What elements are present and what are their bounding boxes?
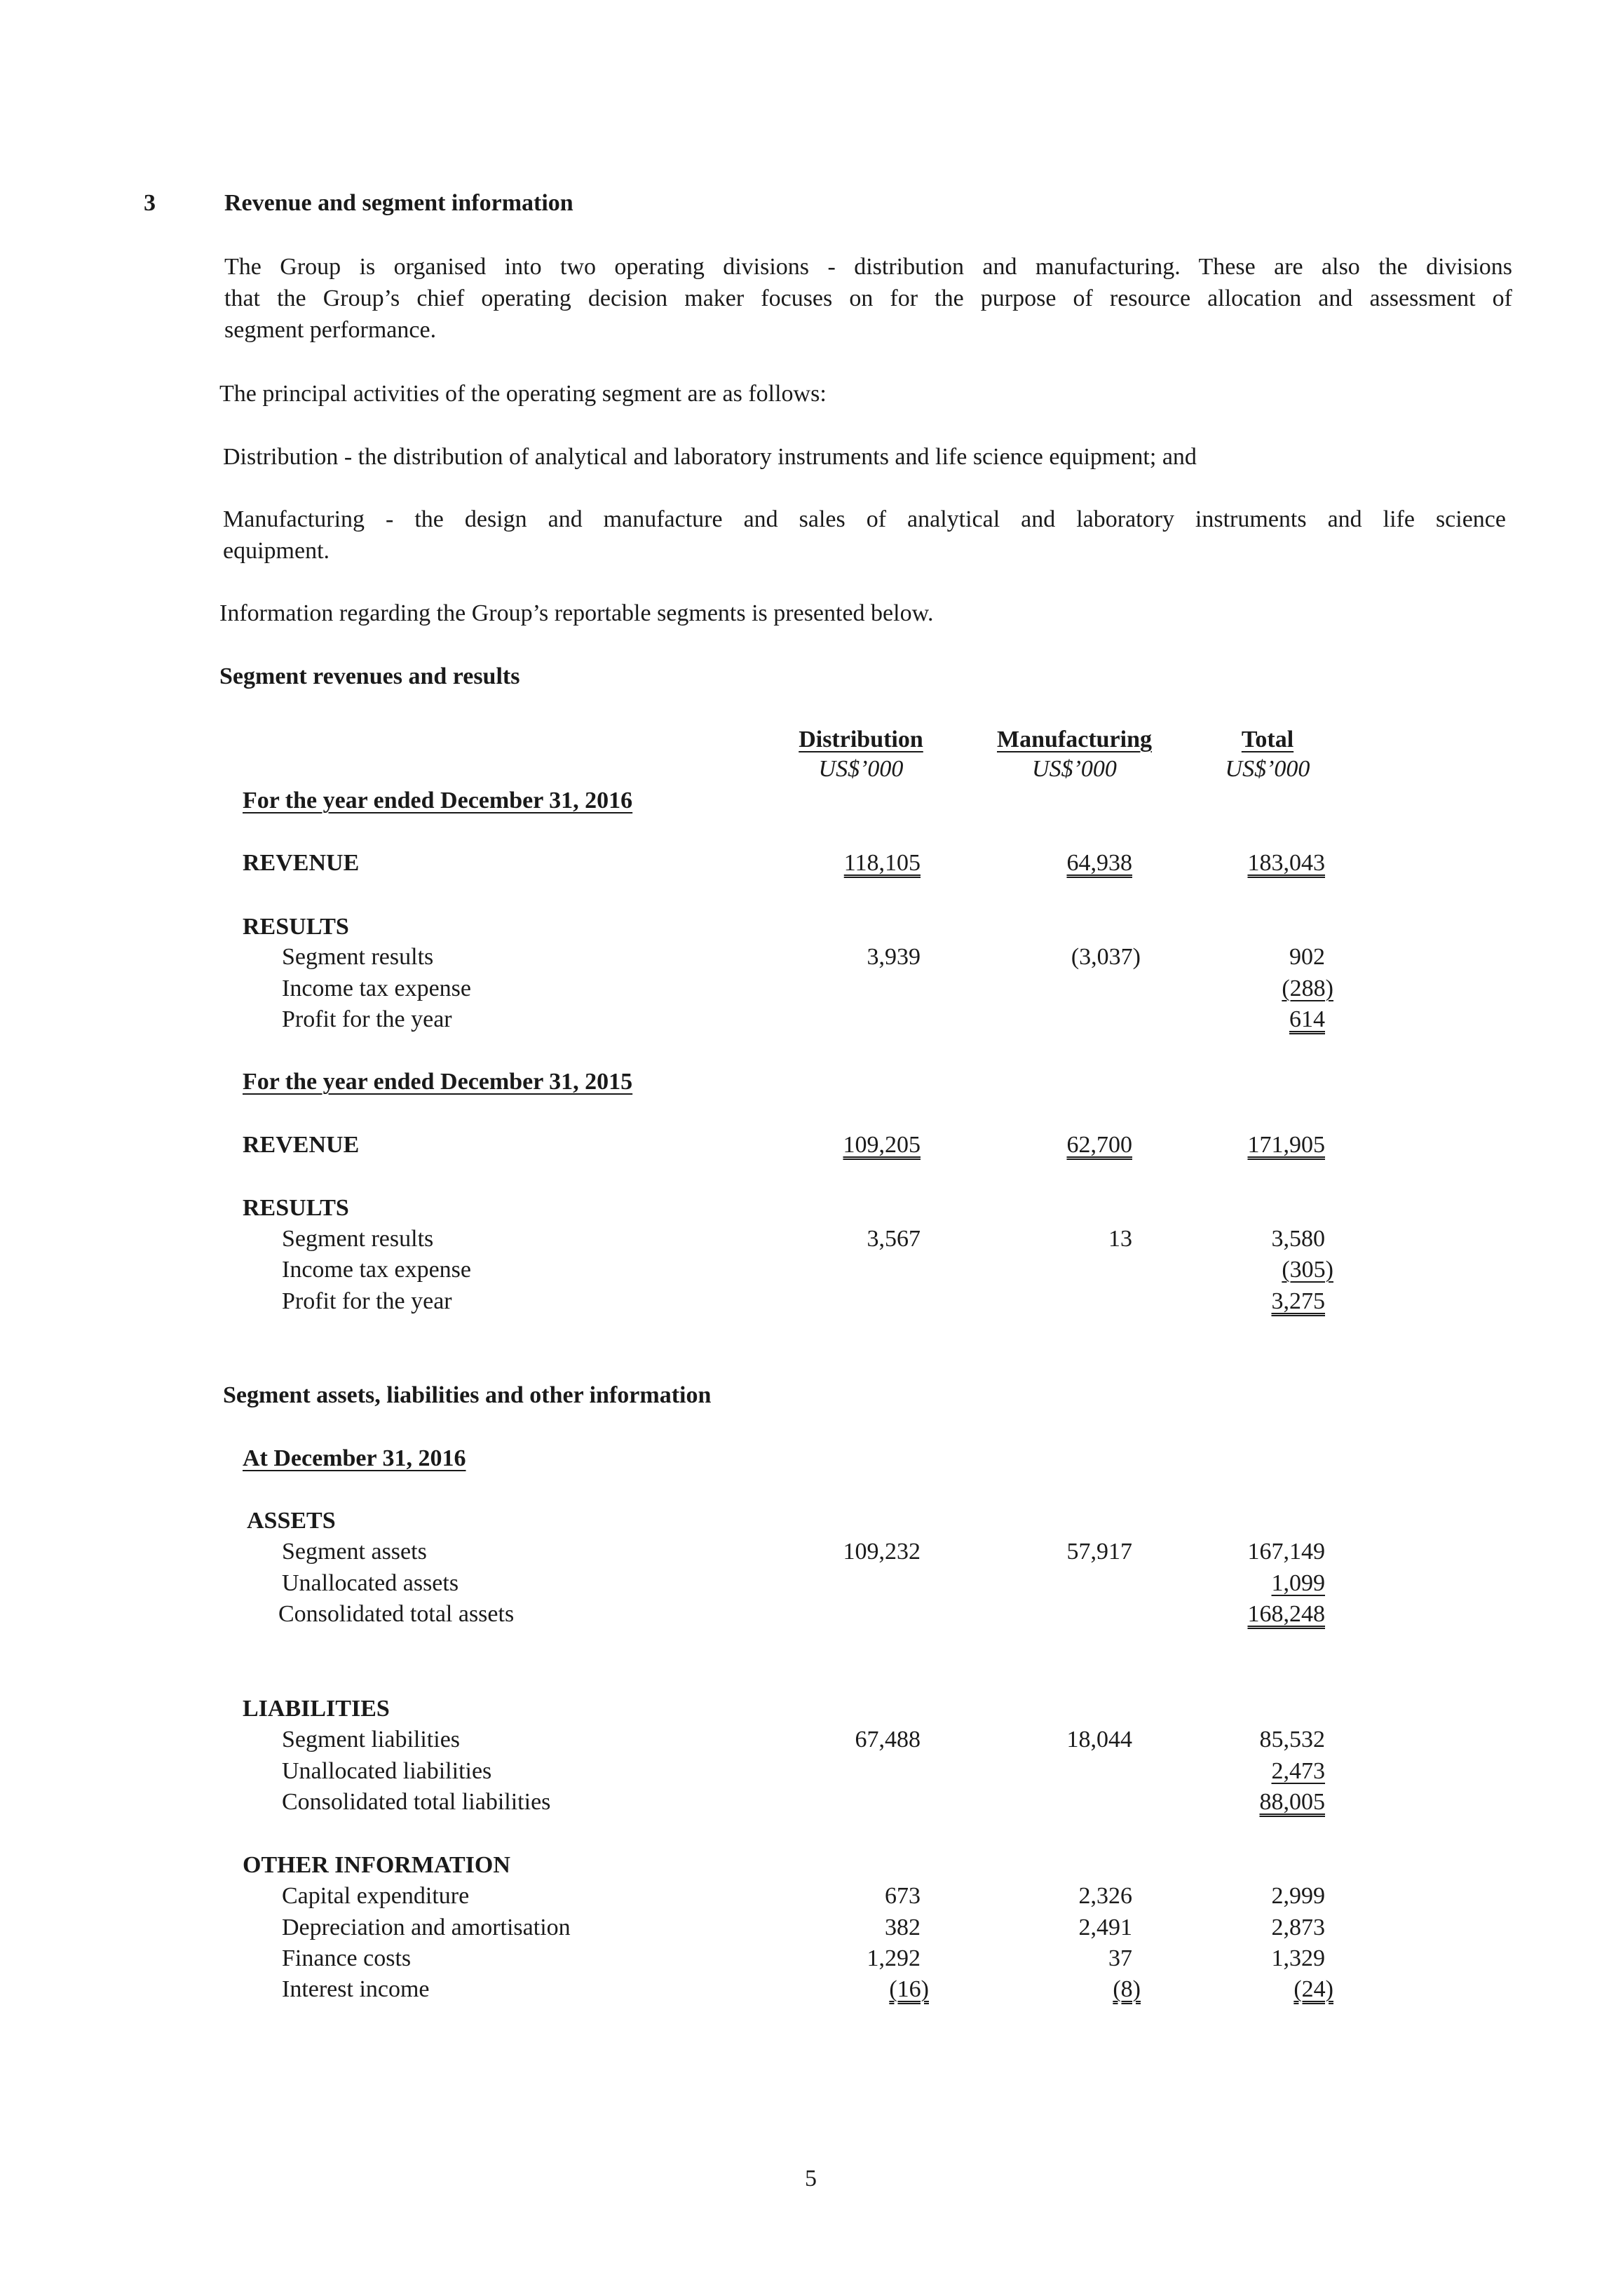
segment-results-manufacturing-2015: 13 (1108, 1226, 1132, 1252)
assets-liabilities-heading: Segment assets, liabilities and other information (223, 1382, 712, 1408)
tax-label-2015: Income tax expense (282, 1257, 471, 1283)
other-info-distribution: (16) (889, 1976, 929, 2002)
results-label-2015: RESULTS (243, 1195, 349, 1221)
profit-label-2016: Profit for the year (282, 1006, 452, 1032)
segment-results-distribution-2015: 3,567 (867, 1226, 921, 1252)
consolidated-liabilities-label: Consolidated total liabilities (282, 1789, 551, 1815)
revenue-manufacturing-2016: 64,938 (1066, 850, 1132, 876)
profit-label-2015: Profit for the year (282, 1288, 452, 1314)
profit-total-2015: 3,275 (1271, 1288, 1325, 1314)
period-2016-heading: For the year ended December 31, 2016 (243, 788, 633, 813)
tax-total-2015: (305) (1282, 1257, 1333, 1283)
segment-liabilities-manufacturing: 18,044 (1066, 1727, 1132, 1753)
column-unit-manufacturing: US$’000 (1032, 756, 1117, 782)
unallocated-assets-label: Unallocated assets (282, 1570, 459, 1596)
revenue-manufacturing-2015: 62,700 (1066, 1132, 1132, 1158)
period-2015-heading: For the year ended December 31, 2015 (243, 1069, 633, 1095)
profit-total-2016: 614 (1289, 1006, 1325, 1032)
segment-assets-distribution: 109,232 (843, 1539, 921, 1565)
revenue-distribution-2015: 109,205 (843, 1132, 921, 1158)
intro-line: The Group is organised into two operating divisions - distribution and manufacturing. These are also the divisions (224, 254, 1512, 280)
liabilities-label: LIABILITIES (243, 1696, 390, 1722)
unallocated-liabilities-total: 2,473 (1271, 1758, 1325, 1784)
intro-line: that the Group’s chief operating decision maker focuses on for the purpose of resource allocation and assessment of (224, 285, 1512, 311)
page-number: 5 (805, 2166, 817, 2192)
tax-total-2016: (288) (1282, 975, 1333, 1001)
segment-results-label-2015: Segment results (282, 1226, 434, 1252)
revenue-total-2016: 183,043 (1247, 850, 1325, 876)
revenue-total-2015: 171,905 (1247, 1132, 1325, 1158)
other-info-row-label: Finance costs (282, 1945, 412, 1971)
segment-assets-total: 167,149 (1247, 1539, 1325, 1565)
column-unit-distribution: US$’000 (818, 756, 904, 782)
other-info-row-label: Depreciation and amortisation (282, 1915, 571, 1940)
segment-results-label-2016: Segment results (282, 944, 434, 970)
segment-liabilities-distribution: 67,488 (855, 1727, 921, 1753)
intro-paragraph (224, 251, 1512, 346)
column-unit-total: US$’000 (1225, 756, 1310, 782)
column-header-distribution: Distribution (799, 727, 923, 752)
manufacturing-description (223, 504, 1506, 567)
assets-label: ASSETS (247, 1508, 336, 1534)
activities-intro: The principal activities of the operating segment are as follows: (219, 381, 827, 407)
other-info-distribution: 1,292 (867, 1945, 921, 1971)
segment-results-manufacturing-2016: (3,037) (1071, 944, 1141, 970)
assets-period-heading: At December 31, 2016 (243, 1445, 466, 1471)
unallocated-liabilities-label: Unallocated liabilities (282, 1758, 492, 1784)
segment-results-total-2016: 902 (1289, 944, 1325, 970)
tax-label-2016: Income tax expense (282, 975, 471, 1001)
revenue-label-2016: REVENUE (243, 850, 360, 876)
consolidated-liabilities-total: 88,005 (1259, 1789, 1325, 1815)
segment-results-distribution-2016: 3,939 (867, 944, 921, 970)
intro-line: segment performance. (224, 317, 437, 343)
other-info-manufacturing: (8) (1113, 1976, 1141, 2002)
segment-assets-label: Segment assets (282, 1539, 427, 1565)
other-info-distribution: 673 (885, 1883, 921, 1909)
segment-liabilities-total: 85,532 (1259, 1727, 1325, 1753)
segment-liabilities-label: Segment liabilities (282, 1727, 461, 1753)
column-header-total: Total (1241, 727, 1294, 752)
revenue-label-2015: REVENUE (243, 1132, 360, 1158)
manufacturing-line: Manufacturing - the design and manufacture and sales of analytical and laboratory instruments and life science (223, 506, 1506, 532)
segment-assets-manufacturing: 57,917 (1066, 1539, 1132, 1565)
other-info-row-label: Interest income (282, 1976, 430, 2002)
other-info-manufacturing: 2,326 (1078, 1883, 1132, 1909)
other-info-manufacturing: 37 (1108, 1945, 1132, 1971)
distribution-description: Distribution - the distribution of analytical and laboratory instruments and life science equipment; and (223, 444, 1197, 470)
consolidated-assets-label: Consolidated total assets (278, 1601, 515, 1627)
other-info-manufacturing: 2,491 (1078, 1915, 1132, 1940)
section-title: Revenue and segment information (224, 190, 573, 216)
unallocated-assets-total: 1,099 (1271, 1570, 1325, 1596)
section-number: 3 (144, 190, 156, 216)
segments-info: Information regarding the Group’s reportable segments is presented below. (219, 600, 934, 626)
revenue-distribution-2016: 118,105 (843, 850, 921, 876)
revenues-results-heading: Segment revenues and results (219, 663, 520, 689)
segment-results-total-2015: 3,580 (1271, 1226, 1325, 1252)
results-label-2016: RESULTS (243, 914, 349, 940)
other-info-total: 2,873 (1271, 1915, 1325, 1940)
consolidated-assets-total: 168,248 (1247, 1601, 1325, 1627)
other-info-total: (24) (1293, 1976, 1333, 2002)
other-info-row-label: Capital expenditure (282, 1883, 470, 1909)
other-information-label: OTHER INFORMATION (243, 1852, 510, 1878)
other-info-total: 2,999 (1271, 1883, 1325, 1909)
manufacturing-line: equipment. (223, 538, 330, 564)
column-header-manufacturing: Manufacturing (997, 727, 1152, 752)
other-info-distribution: 382 (885, 1915, 921, 1940)
other-info-total: 1,329 (1271, 1945, 1325, 1971)
